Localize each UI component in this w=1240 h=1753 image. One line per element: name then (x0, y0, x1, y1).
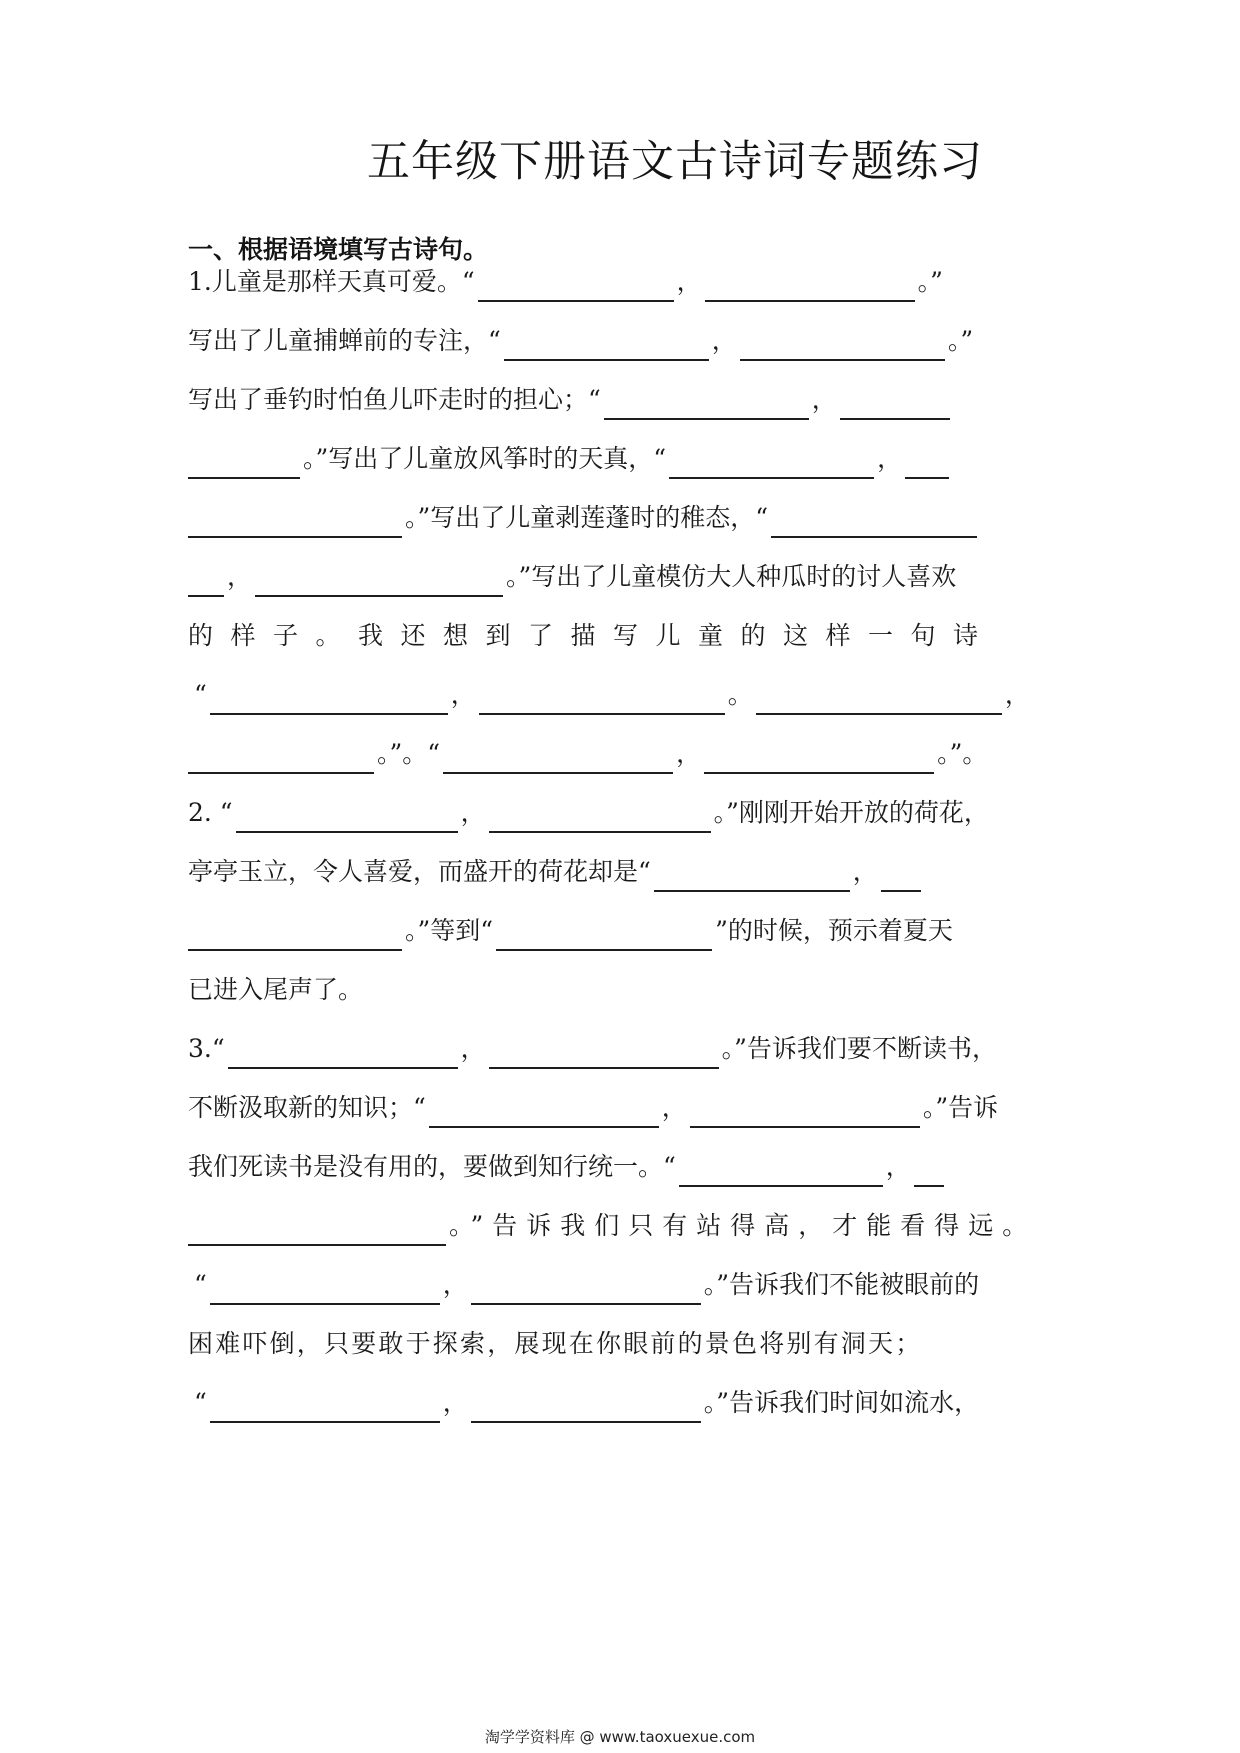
line-text: 。” (947, 326, 974, 355)
question-line (188, 498, 1054, 538)
line-text: 。”写出了儿童剥莲蓬时的稚态，“ (405, 503, 769, 532)
page-title: 五年级下册语文古诗词专题练习 (367, 137, 983, 187)
answer-blank[interactable] (905, 451, 949, 479)
line-text: ， (811, 385, 837, 414)
question-line (188, 1029, 1054, 1069)
answer-blank[interactable] (478, 274, 674, 302)
answer-blank[interactable] (705, 274, 915, 302)
line-text: ”的时候，预示着夏天 (715, 916, 953, 945)
footer-watermark: 淘学学资料库 @ www.taoxuexue.com (484, 1728, 756, 1746)
line-text: 不断汲取新的知识；“ (188, 1093, 426, 1122)
line-text: 。”。“ (377, 739, 441, 768)
answer-blank[interactable] (443, 746, 673, 774)
answer-blank[interactable] (210, 1395, 440, 1423)
answer-blank[interactable] (210, 1277, 440, 1305)
line-text: “ (194, 680, 207, 709)
answer-blank[interactable] (704, 746, 934, 774)
question-line (188, 734, 1054, 774)
answer-blank[interactable] (504, 333, 709, 361)
question-line (188, 970, 1054, 1010)
line-text: ， (442, 1270, 468, 1299)
answer-blank[interactable] (914, 1159, 944, 1187)
line-text: 写出了垂钓时怕鱼儿吓走时的担心；“ (188, 385, 601, 414)
line-text: 亭亭玉立，令人喜爱，而盛开的荷花却是“ (188, 857, 651, 886)
line-text: 我们死读书是没有用的，要做到知行统一。“ (188, 1152, 676, 1181)
answer-blank[interactable] (188, 510, 402, 538)
answer-blank[interactable] (740, 333, 945, 361)
answer-blank[interactable] (654, 864, 850, 892)
answer-blank[interactable] (669, 451, 874, 479)
answer-blank[interactable] (188, 1218, 446, 1246)
answer-blank[interactable] (188, 746, 374, 774)
line-text: 2. “ (188, 798, 233, 827)
question-line (188, 321, 1054, 361)
line-text: ， (1004, 680, 1030, 709)
line-text: 。”刚刚开始开放的荷花， (713, 798, 989, 827)
answer-blank[interactable] (489, 1041, 719, 1069)
answer-blank[interactable] (236, 805, 458, 833)
line-text: ， (460, 798, 486, 827)
question-line (188, 262, 1054, 302)
answer-blank[interactable] (840, 392, 950, 420)
line-text: 。”告诉我们要不断读书， (721, 1034, 997, 1063)
answer-blank[interactable] (479, 687, 725, 715)
section-heading: 一、根据语境填写古诗句。 (188, 235, 489, 264)
answer-blank[interactable] (255, 569, 503, 597)
question-line (188, 1206, 1054, 1246)
answer-blank[interactable] (188, 923, 402, 951)
answer-blank[interactable] (756, 687, 1002, 715)
answer-blank[interactable] (210, 687, 448, 715)
question-line (188, 1324, 1054, 1364)
line-text: ， (885, 1152, 911, 1181)
line-text: ， (676, 739, 702, 768)
line-text: 。” (917, 267, 943, 296)
answer-blank[interactable] (188, 569, 224, 597)
answer-blank[interactable] (690, 1100, 920, 1128)
line-text: 。”告诉我们时间如流水， (703, 1388, 980, 1417)
answer-blank[interactable] (471, 1395, 701, 1423)
question-line (188, 1147, 1054, 1187)
line-text: “ (194, 1270, 207, 1299)
question-line (188, 911, 1054, 951)
question-line (188, 557, 1054, 597)
answer-blank[interactable] (489, 805, 711, 833)
line-text: ， (460, 1034, 486, 1063)
line-text: 写出了儿童捕蝉前的专注，“ (188, 326, 501, 355)
line-text: 。 (727, 680, 753, 709)
line-text: 。”。 (937, 739, 988, 768)
line-text: “ (194, 1388, 207, 1417)
line-text: 。”写出了儿童放风筝时的天真，“ (303, 444, 667, 473)
question-line (188, 1265, 1054, 1305)
question-line (188, 1088, 1054, 1128)
line-text: ， (442, 1388, 468, 1417)
line-text: 。”写出了儿童模仿大人种瓜时的讨人喜欢 (506, 562, 957, 591)
line-text: ， (227, 562, 253, 591)
line-text: 。”告诉我们只有站得高，才能看得远。 (449, 1211, 1037, 1240)
answer-blank[interactable] (496, 923, 712, 951)
answer-blank[interactable] (471, 1277, 701, 1305)
answer-blank[interactable] (188, 451, 300, 479)
question-line (188, 852, 1054, 892)
line-text: ， (877, 444, 903, 473)
line-text: ， (661, 1093, 687, 1122)
line-text: 。”告诉 (922, 1093, 999, 1122)
question-line (188, 439, 1054, 479)
answer-blank[interactable] (881, 864, 921, 892)
line-text: 。”等到“ (405, 916, 494, 945)
line-text: 3.“ (188, 1034, 225, 1063)
line-text: ， (450, 680, 476, 709)
answer-blank[interactable] (679, 1159, 883, 1187)
question-line (188, 793, 1054, 833)
question-line (188, 1383, 1054, 1423)
line-text: 的样子。我还想到了描写儿童的这样一句诗 (188, 621, 996, 650)
question-line (188, 380, 1054, 420)
answer-blank[interactable] (429, 1100, 659, 1128)
answer-blank[interactable] (604, 392, 809, 420)
line-text: ， (676, 267, 702, 296)
line-text: 已进入尾声了。 (188, 975, 364, 1004)
line-text: ， (711, 326, 737, 355)
line-text: 1.儿童是那样天真可爱。“ (188, 267, 475, 296)
line-text: 。”告诉我们不能被眼前的 (703, 1270, 980, 1299)
answer-blank[interactable] (228, 1041, 458, 1069)
question-line (188, 675, 1054, 715)
line-text: ， (852, 857, 878, 886)
question-line (188, 616, 1054, 656)
line-text: 困难吓倒，只要敢于探索，展现在你眼前的景色将别有洞天； (188, 1329, 923, 1358)
answer-blank[interactable] (771, 510, 977, 538)
